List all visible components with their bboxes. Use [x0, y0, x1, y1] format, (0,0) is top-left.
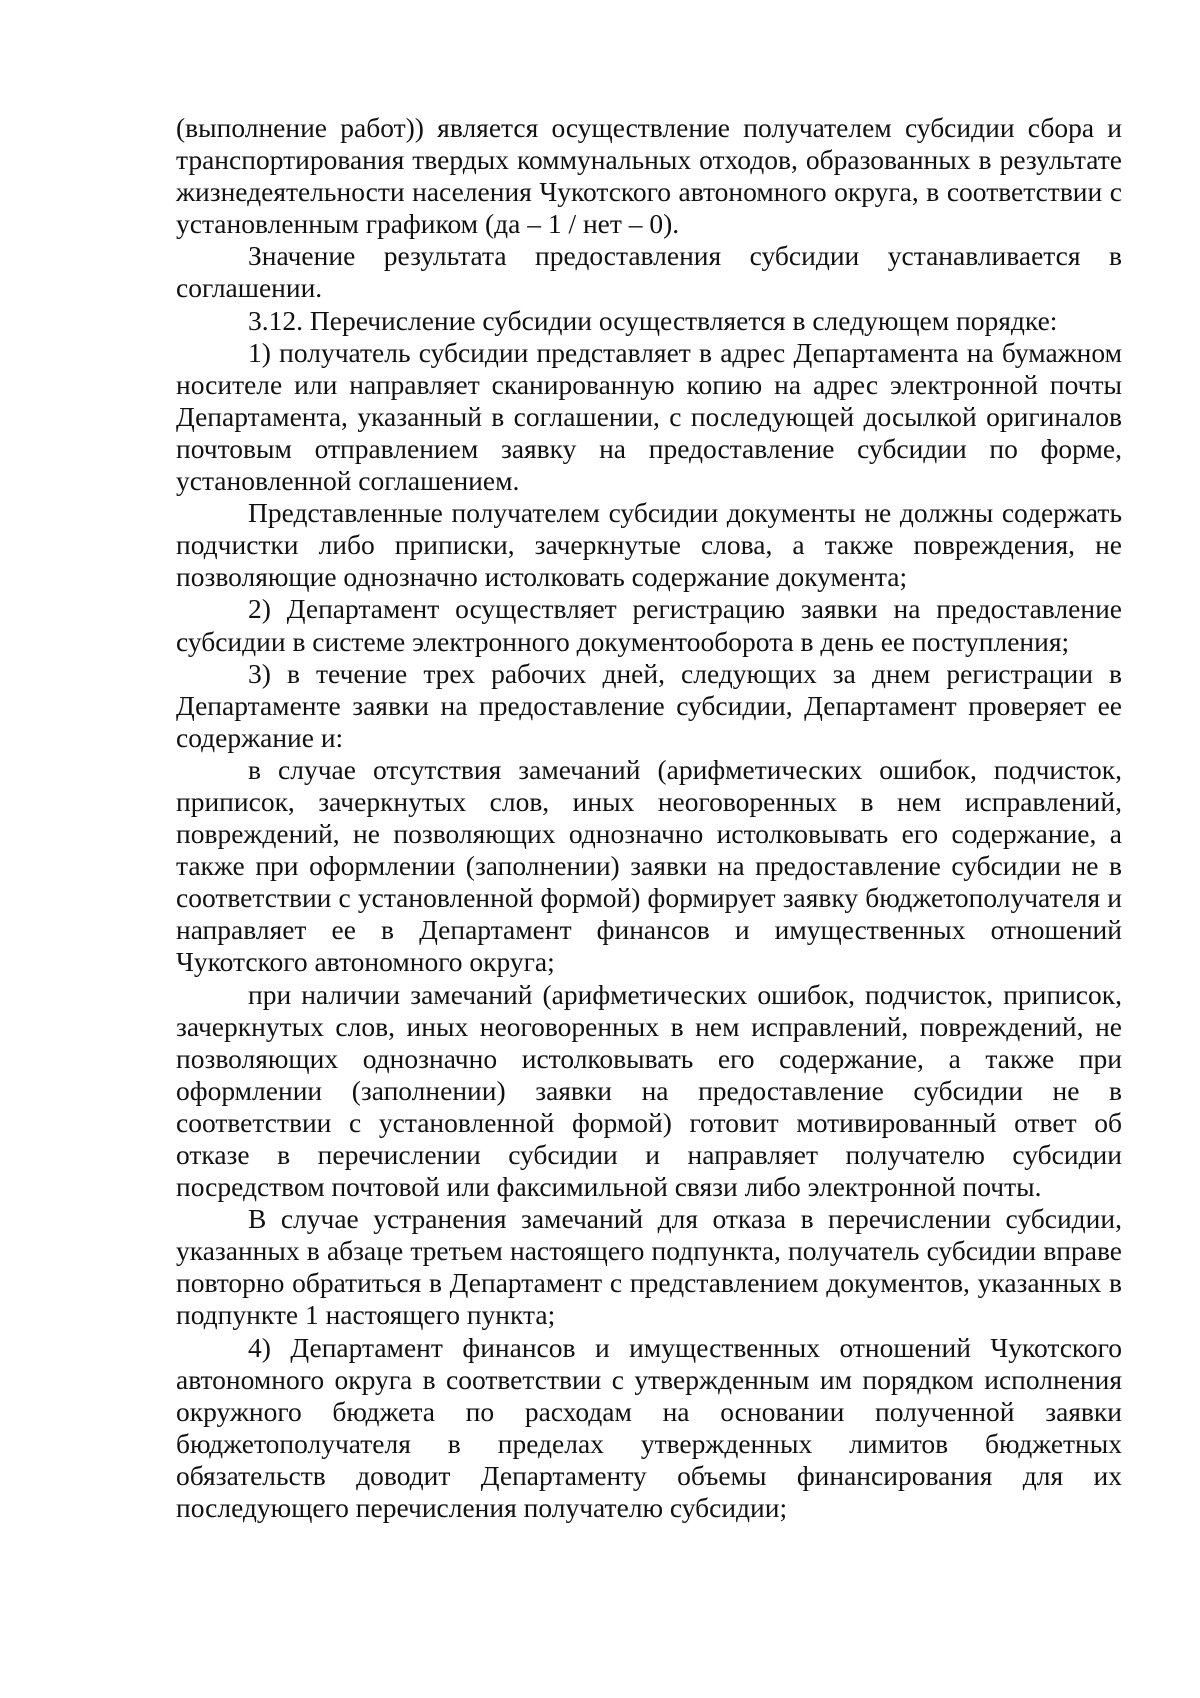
paragraph-result-value: Значение результата предоставления субсидии устанавливается в соглашении.	[176, 240, 1122, 304]
paragraph-documents-requirements: Представленные получателем субсидии документы не должны содержать подчистки либо приписки, зачеркнутые слова, а также повреждения, не позволяющие однозначно истолковать содержание документа;	[176, 497, 1122, 593]
document-body	[176, 112, 1122, 1524]
paragraph-item-4: 4) Департамент финансов и имущественных отношений Чукотского автономного округа в соответствии с утвержденным им порядком исполнения окружного бюджета по расходам на основании полученной заявки бюджетополучателя в пределах утвержденных лимитов бюджетных обязательств доводит Департаменту объемы финансирования для их последующего перечисления получателю субсидии;	[176, 1331, 1122, 1524]
paragraph-item-2: 2) Департамент осуществляет регистрацию заявки на предоставление субсидии в системе электронного документооборота в день ее поступления;	[176, 593, 1122, 657]
paragraph-resubmission: В случае устранения замечаний для отказа в перечислении субсидии, указанных в абзаце третьем настоящего подпункта, получатель субсидии вправе повторно обратиться в Департамент с представлением документов, указанных в подпункте 1 настоящего пункта;	[176, 1203, 1122, 1331]
paragraph-item-1: 1) получатель субсидии представляет в адрес Департамента на бумажном носителе или направляет сканированную копию на адрес электронной почты Департамента, указанный в соглашении, с последующей досылкой оригиналов почтовым отправлением заявку на предоставление субсидии по форме, установленной соглашением.	[176, 336, 1122, 497]
paragraph-clause-3-12: 3.12. Перечисление субсидии осуществляется в следующем порядке:	[248, 304, 1058, 336]
paragraph-with-remarks: при наличии замечаний (арифметических ошибок, подчисток, приписок, зачеркнутых слов, иных неоговоренных в нем исправлений, повреждений, не позволяющих однозначно истолковывать его содержание, а также при оформлении (заполнении) заявки на предоставление субсидии не в соответствии с установленной формой) готовит мотивированный ответ об отказе в перечислении субсидии и направляет получателю субсидии посредством почтовой или факсимильной связи либо электронной почты.	[176, 978, 1122, 1203]
paragraph-no-remarks: в случае отсутствия замечаний (арифметических ошибок, подчисток, приписок, зачеркнутых слов, иных неоговоренных в нем исправлений, повреждений, не позволяющих однозначно истолковывать его содержание, а также при оформлении (заполнении) заявки на предоставление субсидии не в соответствии с установленной формой) формирует заявку бюджетополучателя и направляет ее в Департамент финансов и имущественных отношений Чукотского автономного округа;	[176, 753, 1122, 978]
paragraph-item-3: 3) в течение трех рабочих дней, следующих за днем регистрации в Департаменте заявки на предоставление субсидии, Департамент проверяет ее содержание и:	[176, 657, 1122, 753]
paragraph-continuation: (выполнение работ)) является осуществление получателем субсидии сбора и транспортирования твердых коммунальных отходов, образованных в результате жизнедеятельности населения Чукотского автономного округа, в соответствии с установленным графиком (да – 1 / нет – 0).	[176, 112, 1122, 240]
